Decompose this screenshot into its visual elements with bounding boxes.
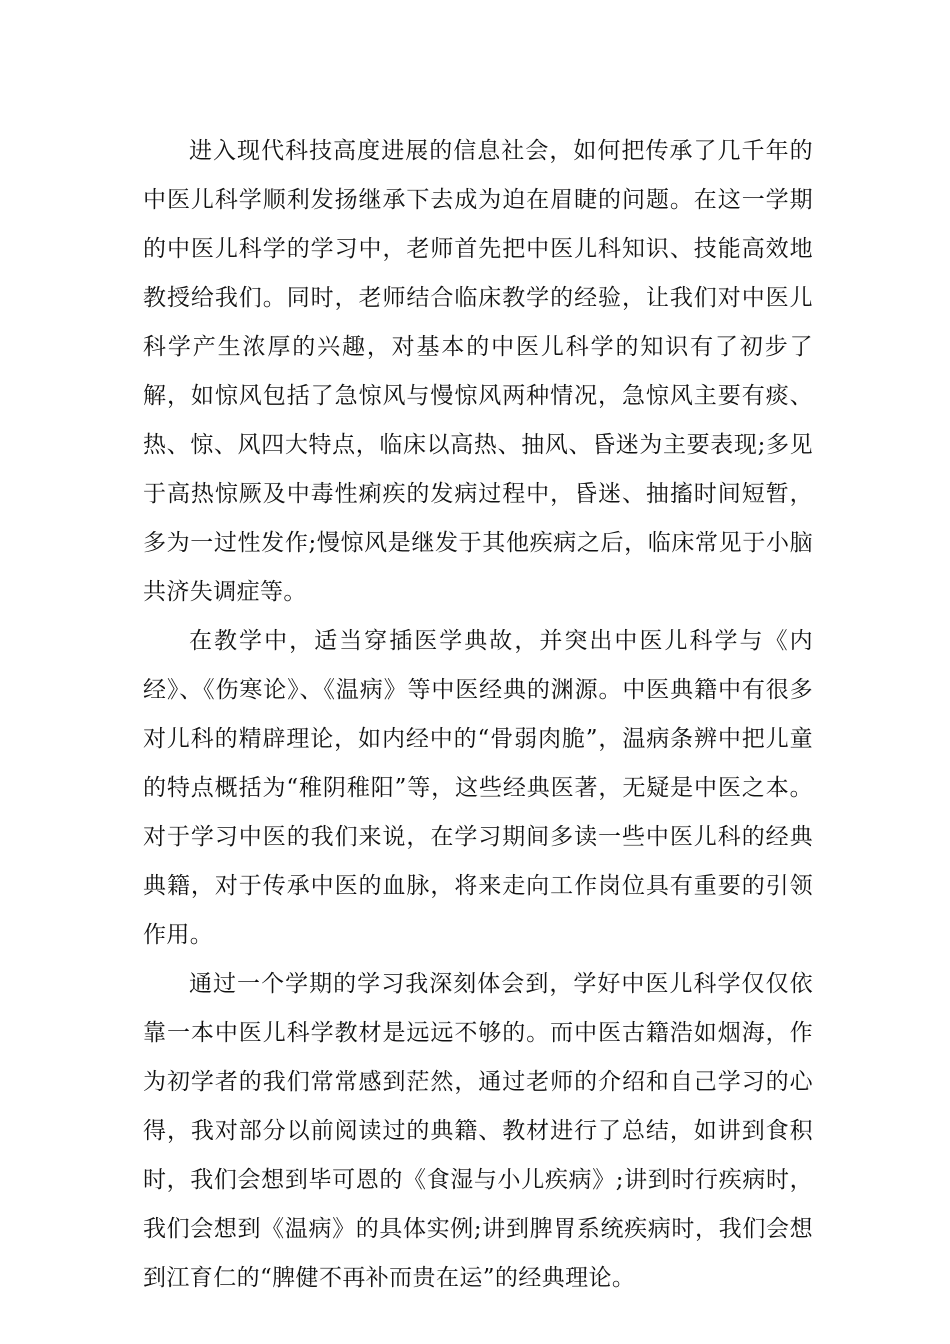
paragraph-1: 进入现代科技高度进展的信息社会，如何把传承了几千年的中医儿科学顺利发扬继承下去成为迫在眉睫的问题。在这一学期的中医儿科学的学习中，老师首先把中医儿科知识、技能高效地教授给我们。同时，老师结合临床教学的经验，让我们对中医儿科学产生浓厚的兴趣，对基本的中医儿科学的知识有了初步了解，如惊风包括了急惊风与慢惊风两种情况，急惊风主要有痰、热、惊、风四大特点，临床以高热、抽风、昏迷为主要表现;多见于高热惊厥及中毒性痢疾的发病过程中，昏迷、抽搐时间短暂，多为一过性发作;慢惊风是继发于其他疾病之后，临床常见于小脑共济失调症等。 [143, 138, 813, 605]
paragraph-2: 在教学中，适当穿插医学典故，并突出中医儿科学与《内经》、《伤寒论》、《温病》等中医经典的渊源。中医典籍中有很多对儿科的精辟理论，如内经中的“骨弱肉脆”，温病条辨中把儿童的特点概括为“稚阴稚阳”等，这些经典医著，无疑是中医之本。对于学习中医的我们来说，在学习期间多读一些中医儿科的经典典籍，对于传承中医的血脉，将来走向工作岗位具有重要的引领作用。 [143, 628, 813, 948]
paragraph-3: 通过一个学期的学习我深刻体会到，学好中医儿科学仅仅依靠一本中医儿科学教材是远远不够的。而中医古籍浩如烟海，作为初学者的我们常常感到茫然，通过老师的介绍和自己学习的心得，我对部分以前阅读过的典籍、教材进行了总结，如讲到食积时，我们会想到毕可恩的《食湿与小儿疾病》;讲到时行疾病时，我们会想到《温病》的具体实例;讲到脾胃系统疾病时，我们会想到江育仁的“脾健不再补而贵在运”的经典理论。 [143, 971, 813, 1291]
document-body [143, 127, 813, 1303]
